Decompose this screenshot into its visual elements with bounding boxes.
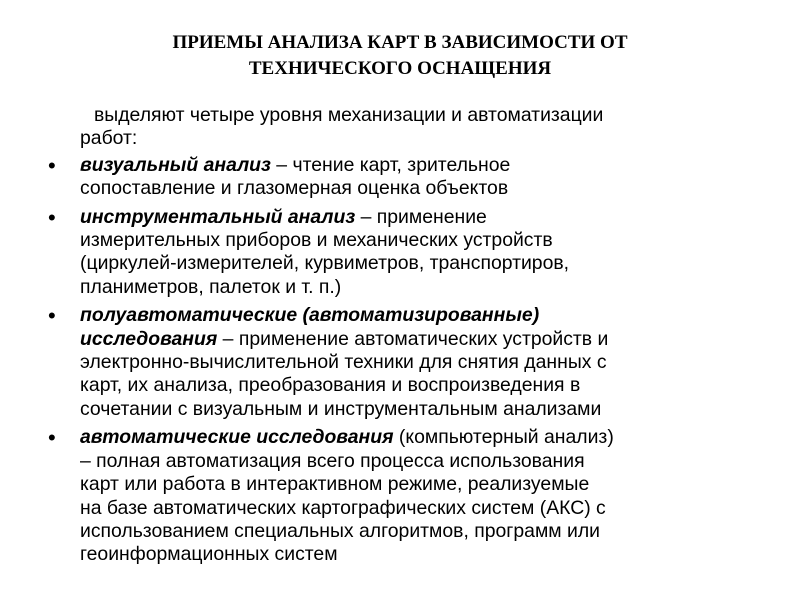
bullet-term: полуавтоматические (автоматизированные) (80, 304, 540, 327)
bullet-description: измерительных приборов и механических устройств (80, 229, 553, 252)
bullet-line (80, 374, 770, 397)
bullet-term: автоматические исследования (80, 426, 394, 449)
bullet-line (80, 206, 770, 229)
bullet-line (80, 543, 770, 566)
slide-title-line: ТЕХНИЧЕСКОГО ОСНАЩЕНИЯ (248, 58, 552, 79)
bullet-term: исследования (80, 327, 218, 350)
bullet-description: – применение (355, 205, 487, 228)
bullet-term: инструментальный анализ (80, 205, 356, 228)
bullet-line (80, 229, 770, 252)
intro-line: работ: (80, 127, 138, 150)
bullet-dot-icon: • (48, 152, 56, 178)
bullet-description: геоинформационных систем (80, 543, 338, 566)
slide-title-line: ПРИЕМЫ АНАЛИЗА КАРТ В ЗАВИСИМОСТИ ОТ (172, 32, 628, 53)
bullet-dot-icon: • (48, 204, 56, 230)
bullet-line (80, 328, 770, 351)
bullet-item (50, 426, 770, 566)
bullet-description: сочетании с визуальным и инструментальным анализами (80, 397, 602, 420)
slide-title (100, 30, 700, 82)
bullet-description: карт или работа в интерактивном режиме, реализуемые (80, 473, 590, 496)
bullet-description: сопоставление и глазомерная оценка объектов (80, 177, 509, 200)
bullet-line (80, 304, 770, 327)
bullet-description: (компьютерный анализ) (393, 426, 614, 449)
bullet-description: карт, их анализа, преобразования и воспроизведения в (80, 374, 581, 397)
bullet-description: электронно-вычислительной техники для снятия данных с (80, 351, 607, 374)
slide-body (50, 104, 770, 572)
bullet-description: использованием специальных алгоритмов, программ или (80, 519, 600, 542)
bullet-line (80, 497, 770, 520)
bullet-description: – применение автоматических устройств и (217, 327, 609, 350)
bullet-description: – чтение карт, зрительное (270, 153, 511, 176)
bullet-item (50, 304, 770, 421)
bullet-term: визуальный анализ (80, 153, 271, 176)
bullet-description: на базе автоматических картографических систем (АКС) с (80, 496, 606, 519)
bullet-description: планиметров, палеток и т. п.) (80, 275, 342, 298)
bullet-description: (циркулей-измерителей, курвиметров, транспортиров, (80, 252, 570, 275)
intro-text (50, 104, 770, 151)
bullet-dot-icon: • (48, 303, 56, 329)
bullet-line (80, 351, 770, 374)
bullet-description: – полная автоматизация всего процесса использования (80, 449, 585, 472)
bullet-line (80, 252, 770, 275)
bullet-line (80, 473, 770, 496)
bullet-line (80, 177, 770, 200)
bullet-item (50, 154, 770, 201)
bullet-line (80, 450, 770, 473)
bullet-list (50, 154, 770, 567)
bullet-line (80, 276, 770, 299)
intro-line: выделяют четыре уровня механизации и автоматизации (94, 104, 604, 126)
bullet-line (80, 154, 770, 177)
bullet-dot-icon: • (48, 425, 56, 451)
bullet-line (80, 426, 770, 449)
bullet-item (50, 206, 770, 300)
bullet-line (80, 398, 770, 421)
bullet-line (80, 520, 770, 543)
